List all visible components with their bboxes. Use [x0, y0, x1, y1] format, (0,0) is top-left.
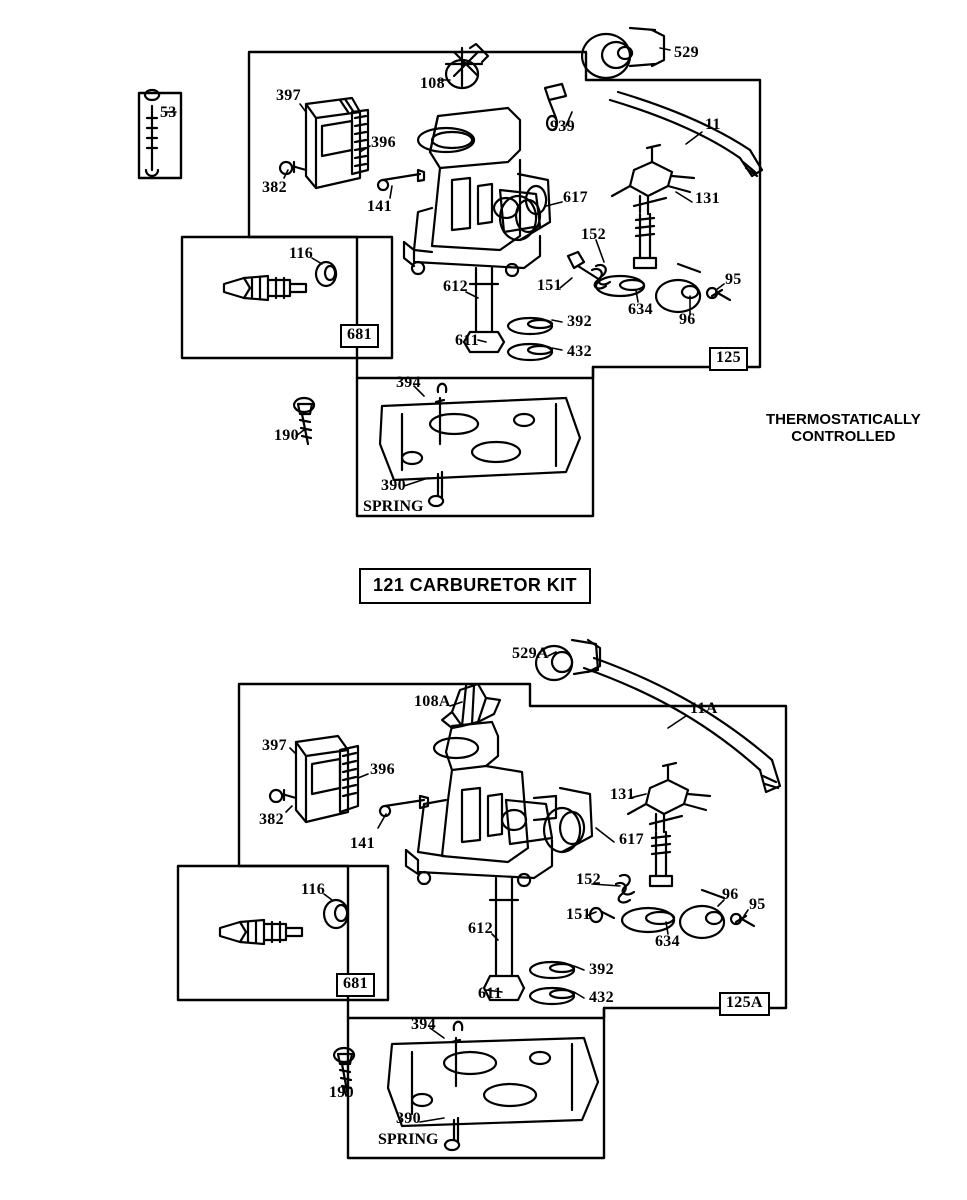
- callout-617-lower: 617: [619, 831, 644, 848]
- spring-label-lower: SPRING: [378, 1131, 439, 1148]
- callout-382: 382: [262, 179, 287, 196]
- group-label-681-upper: 681: [340, 324, 379, 348]
- callout-396: 396: [371, 134, 396, 151]
- callout-390: 390: [381, 477, 406, 494]
- callout-190: 190: [274, 427, 299, 444]
- group-label-125: 125: [709, 347, 748, 371]
- callout-152-lower: 152: [576, 871, 601, 888]
- callout-11: 11: [705, 116, 721, 133]
- callout-634-lower: 634: [655, 933, 680, 950]
- callout-131: 131: [695, 190, 720, 207]
- callout-11A: 11A: [690, 700, 718, 717]
- callout-141-lower: 141: [350, 835, 375, 852]
- callout-108A: 108A: [414, 693, 451, 710]
- callout-96-lower: 96: [722, 886, 739, 903]
- callout-396-lower: 396: [370, 761, 395, 778]
- callout-611-lower: 611: [478, 985, 503, 1002]
- carburetor-kit-label: 121 CARBURETOR KIT: [359, 568, 591, 604]
- callout-151: 151: [537, 277, 562, 294]
- callout-394: 394: [396, 374, 421, 391]
- callout-95-lower: 95: [749, 896, 766, 913]
- callout-392: 392: [567, 313, 592, 330]
- callout-939: 939: [550, 118, 575, 135]
- note-line-1: THERMOSTATICALLY: [766, 411, 921, 428]
- callout-611: 611: [455, 332, 480, 349]
- callout-116: 116: [289, 245, 314, 262]
- callout-152: 152: [581, 226, 606, 243]
- callout-95: 95: [725, 271, 742, 288]
- callout-397: 397: [276, 87, 301, 104]
- group-label-681-lower: 681: [336, 973, 375, 997]
- callout-612-lower: 612: [468, 920, 493, 937]
- callout-529: 529: [674, 44, 699, 61]
- callout-108: 108: [420, 75, 445, 92]
- thermostatically-controlled-note: [766, 411, 921, 446]
- callout-382-lower: 382: [259, 811, 284, 828]
- callout-151-lower: 151: [566, 906, 591, 923]
- callout-96: 96: [679, 311, 696, 328]
- callout-394-lower: 394: [411, 1016, 436, 1033]
- callout-53: 53: [160, 104, 177, 121]
- callout-392-lower: 392: [589, 961, 614, 978]
- callout-529A: 529A: [512, 645, 549, 662]
- callout-141: 141: [367, 198, 392, 215]
- callout-432: 432: [567, 343, 592, 360]
- callout-397-lower: 397: [262, 737, 287, 754]
- callout-116-lower: 116: [301, 881, 326, 898]
- callout-432-lower: 432: [589, 989, 614, 1006]
- note-line-2: CONTROLLED: [791, 428, 896, 446]
- callout-612: 612: [443, 278, 468, 295]
- callout-131-lower: 131: [610, 786, 635, 803]
- spring-label-upper: SPRING: [363, 498, 424, 515]
- callout-390-lower: 390: [396, 1110, 421, 1127]
- callout-190-lower: 190: [329, 1084, 354, 1101]
- callout-617: 617: [563, 189, 588, 206]
- callout-634: 634: [628, 301, 653, 318]
- group-label-125A: 125A: [719, 992, 770, 1016]
